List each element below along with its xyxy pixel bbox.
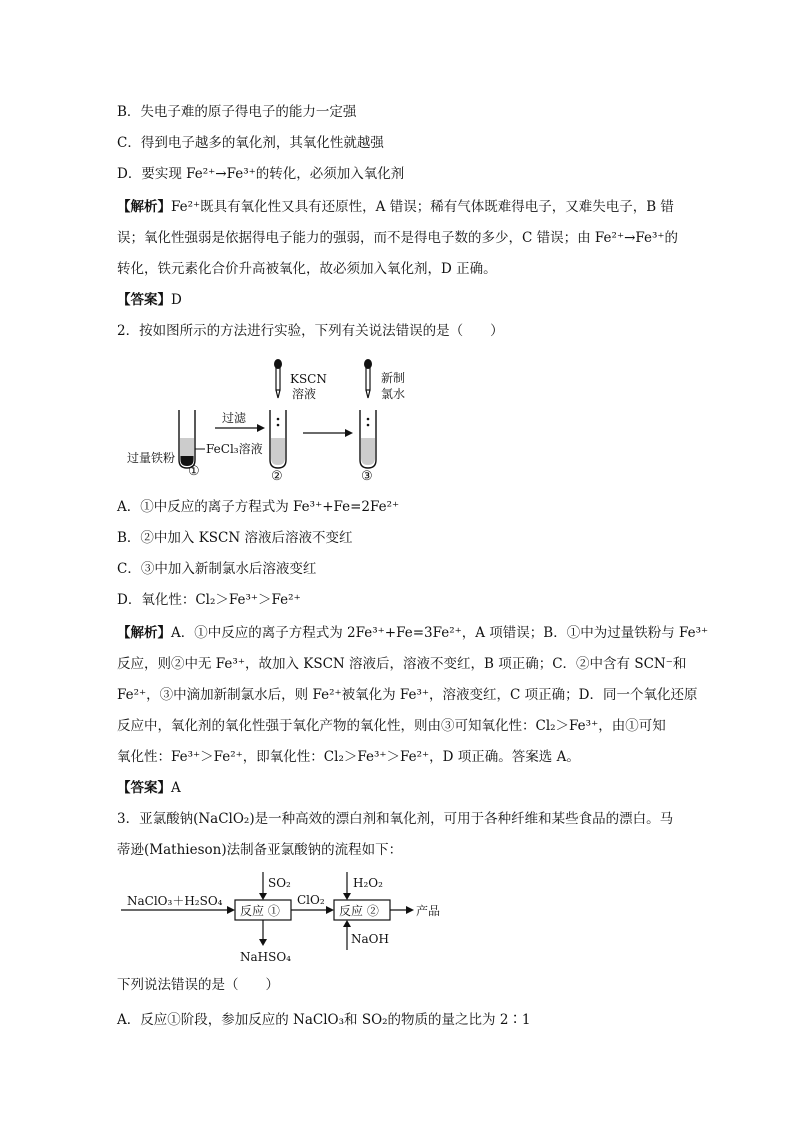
reaction-2-label: 反应 ② bbox=[339, 904, 379, 918]
q2-analysis-line-2: 反应，则②中无 Fe³⁺，故加入 KSCN 溶液后，溶液不变红，B 项正确；C．②中含有 SCN⁻和 bbox=[117, 656, 687, 672]
q3-option-a: A．反应①阶段，参加反应的 NaClO₃和 SO₂的物质的量之比为 2∶1 bbox=[117, 1012, 531, 1028]
q3-question: 下列说法错误的是（ ） bbox=[117, 977, 279, 993]
q2-option-d: D．氧化性：Cl₂＞Fe³⁺＞Fe²⁺ bbox=[117, 592, 301, 608]
q3-flow-diagram bbox=[117, 868, 457, 968]
filter-label: 过滤 bbox=[222, 411, 247, 425]
arrow-icon bbox=[227, 906, 235, 914]
analysis-text: A．①中反应的离子方程式为 2Fe³⁺+Fe=3Fe²⁺，A 项错误；B．①中为过量铁粉与 Fe³⁺ bbox=[171, 625, 709, 641]
analysis-text: Fe²⁺既具有氧化性又具有还原性，A 错误；稀有气体既难得电子，又难失电子，B 错 bbox=[171, 199, 674, 215]
iron-powder-label: 过量铁粉 bbox=[127, 451, 176, 465]
q1-analysis-line-3: 转化，铁元素化合价升高被氧化，故必须加入氧化剂，D 正确。 bbox=[117, 261, 497, 277]
arrow-icon bbox=[326, 906, 334, 914]
h2o2-label: H₂O₂ bbox=[353, 876, 383, 890]
reagent-kscn-label-2: 溶液 bbox=[292, 387, 317, 401]
q2-stem: 2．按如图所示的方法进行实验，下列有关说法错误的是（ ） bbox=[117, 323, 504, 339]
q3-stem-line-2: 蒂逊(Mathieson)法制备亚氯酸钠的流程如下： bbox=[117, 842, 403, 858]
dropper-icon bbox=[364, 359, 372, 426]
answer-tag: 【答案】 bbox=[117, 780, 171, 796]
q2-analysis-line-5: 氧化性：Fe³⁺＞Fe²⁺，即氧化性：Cl₂＞Fe³⁺＞Fe²⁺，D 项正确。答案选 A。 bbox=[117, 749, 580, 765]
analysis-tag: 【解析】 bbox=[117, 199, 171, 215]
q1-analysis-line-2: 误；氧化性强弱是依据得电子能力的强弱，而不是得电子数的多少，C 错误；由 Fe²⁺→Fe³⁺的 bbox=[117, 230, 679, 246]
tube-2-label: ② bbox=[271, 469, 283, 484]
dropper-icon bbox=[274, 359, 282, 426]
q2-analysis-line-1 bbox=[117, 623, 708, 643]
q2-option-a: A．①中反应的离子方程式为 Fe³⁺+Fe=2Fe²⁺ bbox=[117, 499, 400, 515]
arrow-icon bbox=[303, 429, 353, 437]
arrow-icon bbox=[343, 893, 351, 900]
q1-option-d: D．要实现 Fe²⁺→Fe³⁺的转化，必须加入氧化剂 bbox=[117, 166, 405, 182]
reagent-chlorine-label-2: 氯水 bbox=[381, 387, 406, 401]
answer-tag: 【答案】 bbox=[117, 292, 171, 308]
q1-answer bbox=[117, 290, 182, 310]
input-label: NaClO₃＋H₂SO₄ bbox=[127, 894, 223, 908]
reagent-chlorine-label: 新制 bbox=[381, 371, 406, 385]
q1-option-b: B．失电子难的原子得电子的能力一定强 bbox=[117, 104, 357, 120]
fecl3-label: FeCl₃溶液 bbox=[206, 442, 263, 456]
q2-option-b: B．②中加入 KSCN 溶液后溶液不变红 bbox=[117, 530, 353, 546]
analysis-tag: 【解析】 bbox=[117, 625, 171, 641]
naoh-label: NaOH bbox=[351, 932, 389, 946]
q2-analysis-line-3: Fe²⁺，③中滴加新制氯水后，则 Fe²⁺被氧化为 Fe³⁺，溶液变红，C 项正确；D．同一个氧化还原 bbox=[117, 687, 698, 703]
q2-analysis-line-4: 反应中，氧化剂的氧化性强于氧化产物的氧化性，则由③可知氧化性：Cl₂＞Fe³⁺，由①可知 bbox=[117, 718, 666, 734]
q2-answer bbox=[117, 778, 181, 798]
q1-analysis-line-1 bbox=[117, 197, 674, 217]
product-label: 产品 bbox=[416, 904, 441, 918]
reagent-kscn-label: KSCN bbox=[290, 372, 327, 386]
arrow-icon bbox=[343, 920, 351, 927]
q1-option-c: C．得到电子越多的氧化剂，其氧化性就越强 bbox=[117, 135, 384, 151]
arrow-icon bbox=[259, 893, 267, 900]
q2-option-c: C．③中加入新制氯水后溶液变红 bbox=[117, 561, 317, 577]
q2-experiment-figure bbox=[117, 352, 437, 497]
arrow-icon bbox=[406, 906, 414, 914]
nahso4-label: NaHSO₄ bbox=[240, 950, 291, 964]
so2-label: SO₂ bbox=[268, 876, 291, 890]
test-tube-1 bbox=[179, 410, 195, 468]
tube-1-label: ① bbox=[188, 464, 200, 479]
tube-3-label: ③ bbox=[361, 469, 373, 484]
clo2-label: ClO₂ bbox=[297, 893, 325, 907]
answer-value: A bbox=[171, 780, 181, 796]
answer-value: D bbox=[171, 292, 182, 308]
arrow-icon bbox=[215, 424, 265, 432]
reaction-1-label: 反应 ① bbox=[240, 904, 280, 918]
arrow-icon bbox=[259, 939, 267, 946]
q3-stem-line-1: 3．亚氯酸钠(NaClO₂)是一种高效的漂白剂和氧化剂，可用于各种纤维和某些食品的漂白。马 bbox=[117, 811, 674, 827]
